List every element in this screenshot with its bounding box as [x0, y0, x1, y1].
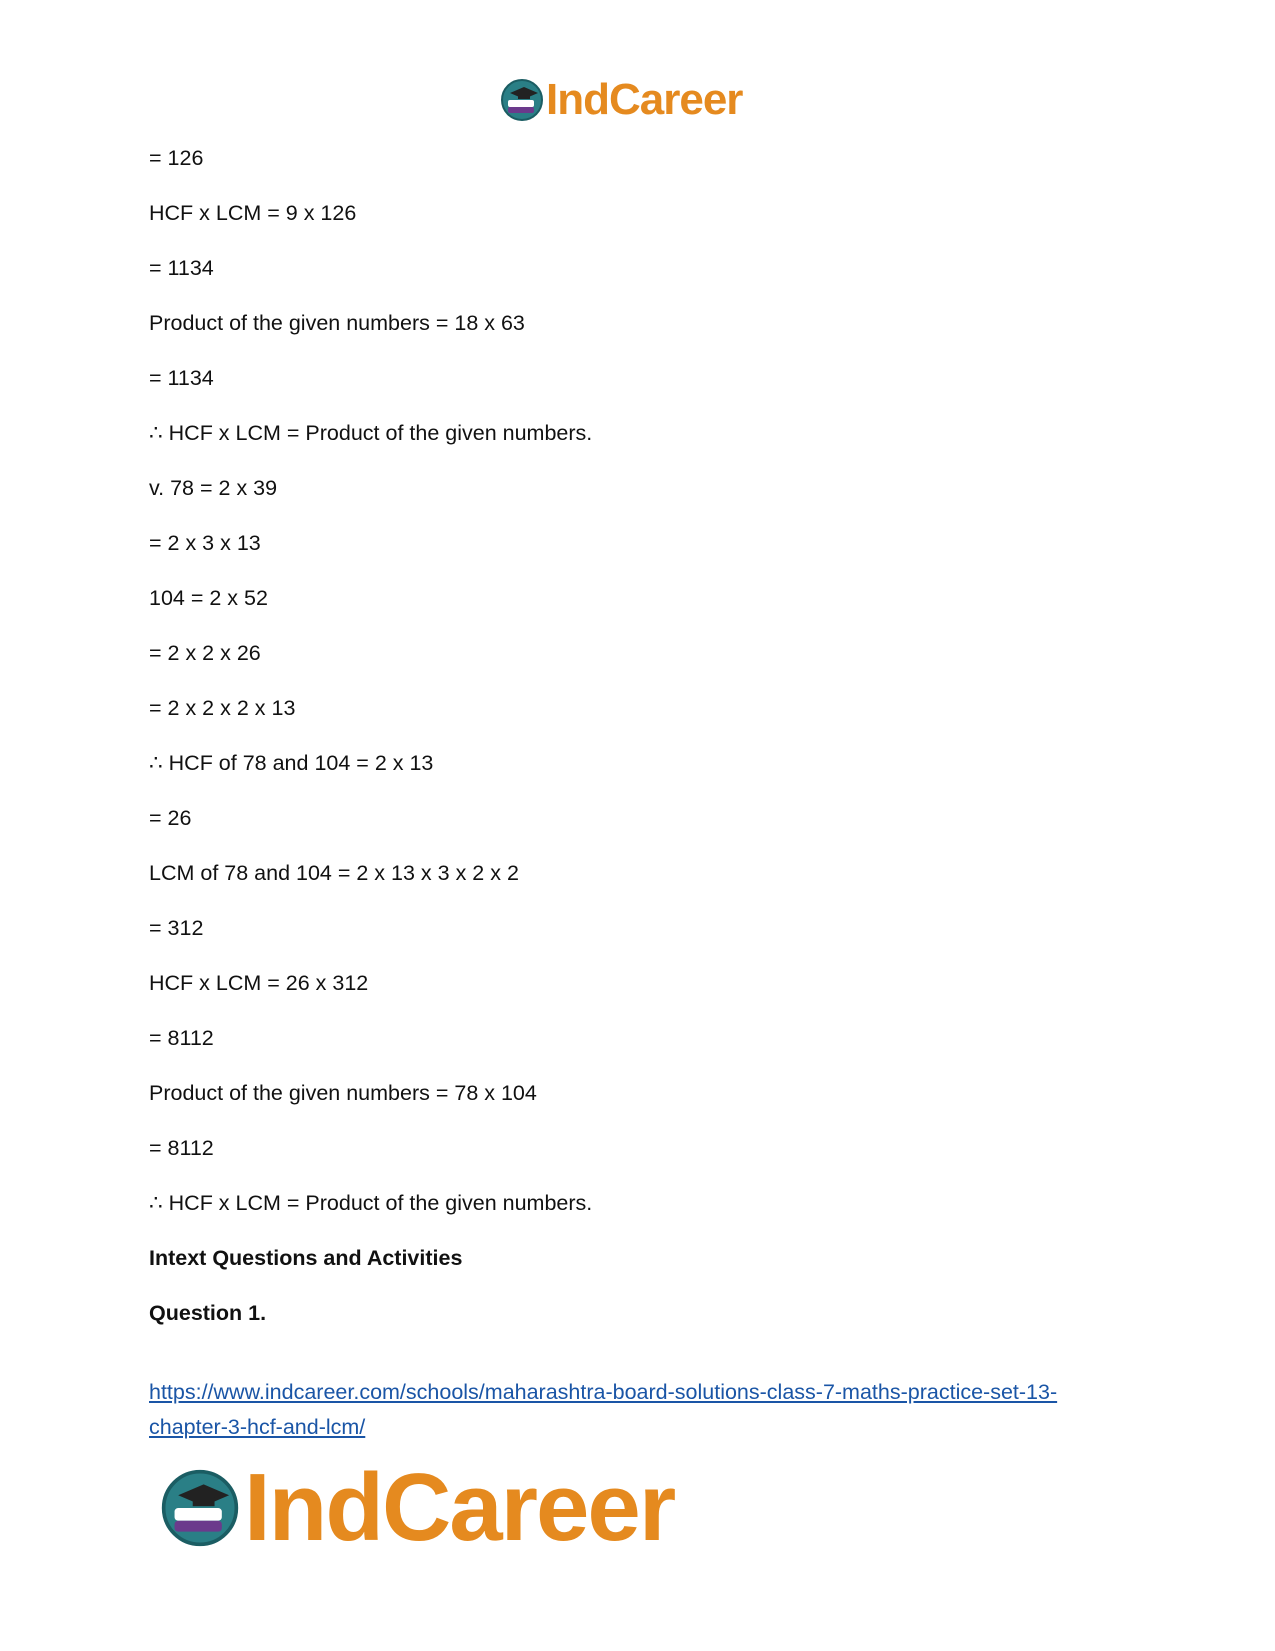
text-line: = 1134 [149, 256, 214, 280]
text-line: = 312 [149, 916, 204, 940]
text-line: ∴ HCF of 78 and 104 = 2 x 13 [149, 751, 434, 775]
text-line: HCF x LCM = 26 x 312 [149, 971, 369, 995]
section-heading: Question 1. [149, 1301, 267, 1325]
book-globe-icon [500, 78, 544, 122]
brand-name: IndCareer [546, 75, 743, 124]
text-line: = 126 [149, 146, 204, 170]
book-globe-icon [160, 1468, 240, 1548]
source-link-line-2[interactable]: chapter-3-hcf-and-lcm/ [149, 1415, 366, 1439]
text-line: = 26 [149, 806, 192, 830]
text-line: HCF x LCM = 9 x 126 [149, 201, 357, 225]
header-logo [500, 75, 743, 124]
text-line: LCM of 78 and 104 = 2 x 13 x 3 x 2 x 2 [149, 861, 519, 885]
text-line: ∴ HCF x LCM = Product of the given numbers. [149, 421, 593, 445]
text-line: = 2 x 2 x 2 x 13 [149, 696, 296, 720]
text-line: ∴ HCF x LCM = Product of the given numbers. [149, 1191, 593, 1215]
document-body [149, 146, 1129, 1356]
text-line: = 2 x 2 x 26 [149, 641, 261, 665]
text-line: = 2 x 3 x 13 [149, 531, 261, 555]
text-line: Product of the given numbers = 78 x 104 [149, 1081, 537, 1105]
brand-name-large: IndCareer [244, 1454, 675, 1561]
source-link[interactable] [149, 1375, 1129, 1445]
text-line: = 8112 [149, 1026, 214, 1050]
section-heading: Intext Questions and Activities [149, 1246, 463, 1270]
source-link-line-1[interactable]: https://www.indcareer.com/schools/maharashtra-board-solutions-class-7-maths-practice-set-13- [149, 1380, 1058, 1404]
text-line: = 8112 [149, 1136, 214, 1160]
text-line: = 1134 [149, 366, 214, 390]
text-line: v. 78 = 2 x 39 [149, 476, 278, 500]
footer-logo [160, 1454, 675, 1561]
text-line: Product of the given numbers = 18 x 63 [149, 311, 525, 335]
text-line: 104 = 2 x 52 [149, 586, 268, 610]
